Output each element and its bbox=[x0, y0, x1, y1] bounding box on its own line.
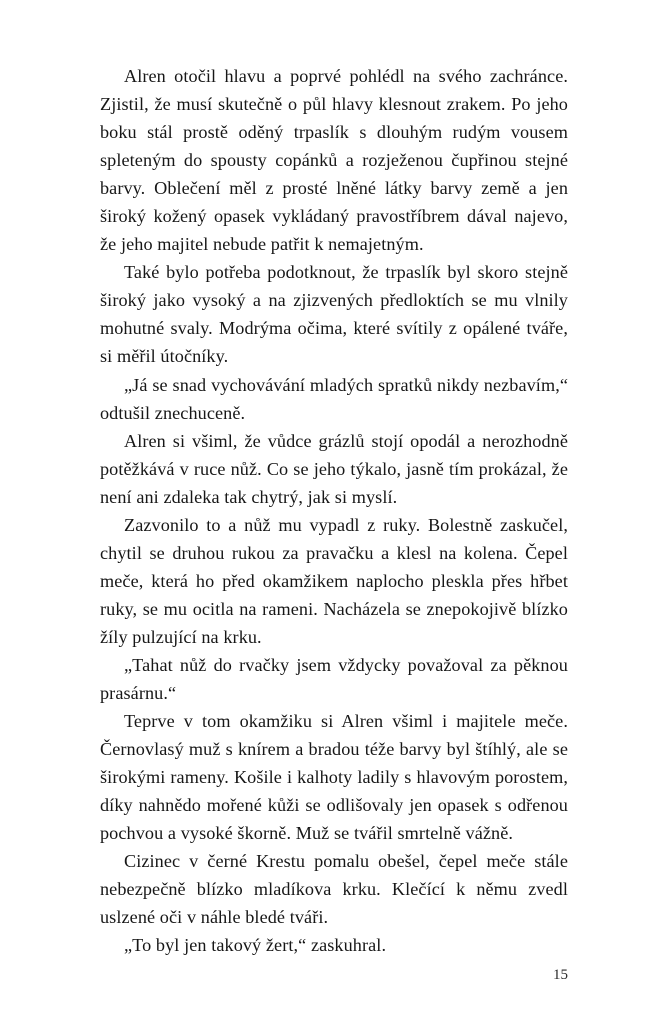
page-number: 15 bbox=[553, 967, 568, 983]
paragraph: Alren otočil hlavu a poprvé pohlédl na svého zachránce. Zjistil, že musí skutečně o půl hlavy klesnout zrakem. Po jeho boku stál prostě oděný trpaslík s dlouhým rudým vousem spleteným do spousty copánků a rozježenou čupřinou stejné barvy. Oblečení měl z prosté lněné látky barvy země a jen široký kožený opasek vykládaný pravostříbrem dával najevo, že jeho majitel nebude patřit k nemajetným. bbox=[100, 66, 568, 255]
paragraph: Alren si všiml, že vůdce grázlů stojí opodál a nerozhodně potěžkává v ruce nůž. Co se jeho týkalo, jasně tím prokázal, že není ani zdaleka tak chytrý, jak si myslí. bbox=[100, 430, 568, 507]
page-text-block bbox=[100, 62, 568, 960]
paragraph: Zazvonilo to a nůž mu vypadl z ruky. Bolestně zaskučel, chytil se druhou rukou za pravačku a klesl na kolena. Čepel meče, která ho před okamžikem naplocho pleskla přes hřbet ruky, se mu ocitla na rameni. Nacházela se znepokojivě blízko žíly pulzující na krku. bbox=[100, 514, 568, 647]
paragraph: Cizinec v černé Krestu pomalu obešel, čepel meče stále nebezpečně blízko mladíkova krku. Klečící k němu zvedl uslzené oči v náhle bledé tváři. bbox=[100, 851, 568, 928]
paragraph: Také bylo potřeba podotknout, že trpaslík byl skoro stejně široký jako vysoký a na zjizvených předloktích se mu vlnily mohutné svaly. Modrýma očima, které svítily z opálené tváře, si měřil útočníky. bbox=[100, 262, 568, 367]
paragraph: „To byl jen takový žert,“ zaskuhral. bbox=[124, 935, 387, 956]
paragraph: „Já se snad vychovávání mladých spratků nikdy nezbavím,“ odtušil znechuceně. bbox=[100, 374, 568, 423]
paragraph: Teprve v tom okamžiku si Alren všiml i majitele meče. Černovlasý muž s knírem a bradou téže barvy byl štíhlý, ale se širokými rameny. Košile i kalhoty ladily s hlavovým porostem, díky nahnědo mořené kůži se odlišovaly jen opasek s odřenou pochvou a vysoké škorně. Muž se tvářil smrtelně vážně. bbox=[100, 711, 568, 844]
paragraph: „Tahat nůž do rvačky jsem vždycky považoval za pěknou prasárnu.“ bbox=[100, 654, 568, 704]
